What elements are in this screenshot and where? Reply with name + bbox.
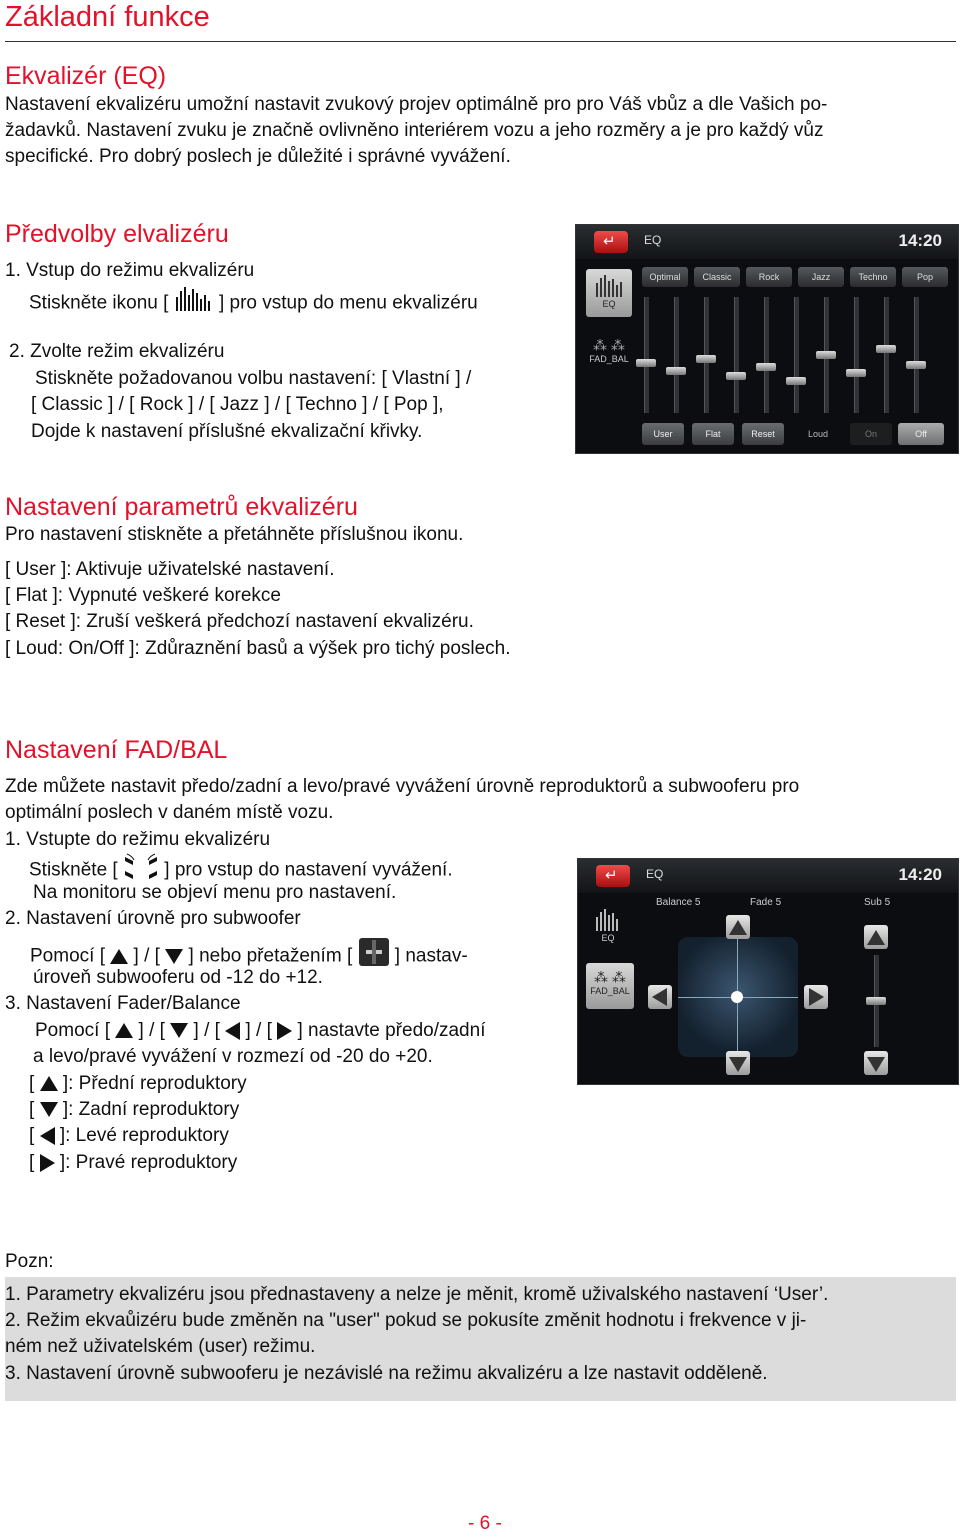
eq-icon [174, 287, 214, 320]
notes-label: Pozn: [5, 1251, 54, 1272]
back-icon[interactable] [596, 865, 630, 887]
reset-button[interactable]: Reset [742, 423, 784, 445]
fad-intro-1: Zde můžete nastavit předo/zadní a levo/pravé vyvážení úrovně reproduktorů a subwooferu pro [5, 776, 800, 797]
left-button[interactable] [648, 985, 672, 1009]
loud-on-button[interactable]: On [850, 423, 892, 445]
preset-pop[interactable]: Pop [902, 267, 948, 287]
slider-knob[interactable] [696, 355, 716, 363]
sub-down-button[interactable] [864, 1051, 888, 1075]
eq-tile-label: EQ [602, 299, 616, 309]
fad-step3: 3. Nastavení Fader/Balance [5, 993, 241, 1014]
sub-slider-knob[interactable] [866, 997, 886, 1005]
title-rule [5, 41, 956, 42]
eq-intro-3: specifické. Pro dobrý poslech je důležité i správné vyvážení. [5, 146, 511, 167]
eq-slider[interactable] [824, 297, 829, 413]
down-arrow-icon [165, 949, 183, 964]
slider-knob[interactable] [876, 345, 896, 353]
loud-label: Loud [808, 429, 829, 439]
sub-readout: Sub 5 [864, 897, 891, 908]
legend-rear: [ ]: Zadní reproduktory [29, 1099, 240, 1120]
fadbal-screen-title: EQ [646, 867, 664, 881]
left-arrow-icon [225, 1022, 240, 1040]
slider-knob[interactable] [786, 377, 806, 385]
presets-step2-line3: Dojde k nastavení příslušné ekvalizační křivky. [31, 421, 423, 442]
legend-right: [ ]: Pravé reproduktory [29, 1152, 238, 1173]
eq-tile-icon [594, 275, 624, 297]
eq-tile[interactable] [586, 269, 632, 317]
fade-readout: Fade 5 [750, 897, 782, 908]
preset-optimal[interactable]: Optimal [642, 267, 688, 287]
eq-tile[interactable] [588, 909, 628, 953]
up-arrow-icon [115, 1023, 133, 1038]
eq-slider[interactable] [704, 297, 709, 413]
page-number: - 6 - [468, 1513, 502, 1534]
eq-clock: 14:20 [898, 231, 942, 250]
up-arrow-icon [40, 1076, 58, 1091]
presets-step1: 1. Vstup do režimu ekvalizéru [5, 260, 255, 281]
fad-step1: 1. Vstupte do režimu ekvalizéru [5, 829, 271, 850]
back-icon[interactable] [594, 231, 628, 253]
speaker-icon: ⁂ ⁂ [594, 969, 626, 985]
flat-button[interactable]: Flat [692, 423, 734, 445]
loud-off-button[interactable]: Off [898, 423, 944, 445]
eq-tile-label: EQ [601, 933, 615, 943]
down-arrow-icon [867, 1057, 885, 1072]
note-1: 1. Parametry ekvalizéru jsou přednastaveny a nelze je měnit, kromě uživalského nastavení ‘User’. [5, 1284, 829, 1305]
down-button[interactable] [726, 1051, 750, 1075]
params-line-3: [ Flat ]: Vypnuté veškeré korekce [5, 585, 281, 606]
fadbal-screenshot [577, 858, 959, 1085]
down-arrow-icon [170, 1023, 188, 1038]
fad-heading: Nastavení FAD/BAL [5, 736, 228, 764]
right-arrow-icon [40, 1154, 55, 1172]
note-2-cont: ném než uživatelském (user) režimu. [5, 1336, 316, 1357]
fadbal-clock: 14:20 [898, 865, 942, 884]
sub-up-button[interactable] [864, 925, 888, 949]
balance-point[interactable] [731, 991, 743, 1003]
fad-step1-line2: Na monitoru se objeví menu pro nastavení. [33, 882, 397, 903]
eq-slider[interactable] [734, 297, 739, 413]
slider-knob[interactable] [636, 359, 656, 367]
balance-readout: Balance 5 [656, 897, 701, 908]
slider-knob[interactable] [756, 363, 776, 371]
left-arrow-icon [40, 1127, 55, 1145]
presets-step2-line1: Stiskněte požadovanou volbu nastavení: [ Vlastní ] / [35, 368, 472, 389]
eq-slider[interactable] [764, 297, 769, 413]
fad-step1-detail: Stiskněte [ ] pro vstup do nastavení vyvážení. [29, 853, 453, 888]
eq-intro-1: Nastavení ekvalizéru umožní nastavit zvukový projev optimálně pro pro Váš vbůz a dle Vašich po- [5, 94, 828, 115]
params-line-4: [ Reset ]: Zruší veškerá předchozí nastavení ekvalizéru. [5, 611, 474, 632]
left-arrow-icon [652, 988, 667, 1006]
sub-slider[interactable] [874, 955, 879, 1047]
up-button[interactable] [726, 915, 750, 939]
params-line-1: Pro nastavení stiskněte a přetáhněte příslušnou ikonu. [5, 524, 464, 545]
slider-knob[interactable] [846, 369, 866, 377]
note-2: 2. Režim ekvaůizéru bude změněn na "user" pokud se pokusíte změnit hodnotu i frekvence v ji- [5, 1310, 807, 1331]
up-arrow-icon [867, 930, 885, 945]
presets-step2-line2: [ Classic ] / [ Rock ] / [ Jazz ] / [ Techno ] / [ Pop ], [31, 394, 444, 415]
user-button[interactable]: User [642, 423, 684, 445]
fad-intro-2: optimální poslech v daném místě vozu. [5, 802, 334, 823]
eq-slider[interactable] [914, 297, 919, 413]
slider-knob[interactable] [906, 361, 926, 369]
eq-intro-2: žadavků. Nastavení zvuku je značně ovlivněno interiérem vozu a jeho rozměry a je pro každý vůz [5, 120, 824, 141]
fad-step2-detail: Pomocí [ ] / [ ] nebo přetažením [ ] nastav- [30, 937, 468, 976]
preset-rock[interactable]: Rock [746, 267, 792, 287]
eq-slider[interactable] [644, 297, 649, 413]
fad-step2-line2: úroveň subwooferu od -12 do +12. [33, 967, 323, 988]
up-arrow-icon [729, 920, 747, 935]
fad-step2: 2. Nastavení úrovně pro subwoofer [5, 908, 301, 929]
eq-heading: Ekvalizér (EQ) [5, 62, 167, 90]
eq-screen-title: EQ [644, 233, 662, 247]
preset-jazz[interactable]: Jazz [798, 267, 844, 287]
eq-slider[interactable] [884, 297, 889, 413]
speaker-icon: ⁂ ⁂ [593, 337, 625, 353]
eq-slider[interactable] [794, 297, 799, 413]
fad-step3-line2: a levo/pravé vyvážení v rozmezí od -20 do +20. [33, 1046, 433, 1067]
down-arrow-icon [40, 1102, 58, 1117]
params-line-5: [ Loud: On/Off ]: Zdůraznění basů a výšek pro tichý poslech. [5, 638, 511, 659]
fadbal-tile[interactable] [586, 337, 632, 377]
presets-heading: Předvolby elvalizéru [5, 220, 229, 248]
presets-step1-detail: Stiskněte ikonu [ ] pro vstup do menu ekvalizéru [29, 287, 478, 320]
right-button[interactable] [804, 985, 828, 1009]
slider-knob[interactable] [666, 367, 686, 375]
presets-step2: 2. Zvolte režim ekvalizéru [9, 341, 225, 362]
eq-screenshot [575, 224, 959, 454]
fad-step3-detail: Pomocí [ ] / [ ] / [ ] / [ ] nastavte předo/zadní [35, 1020, 486, 1041]
fadbal-tile-label: FAD_BAL [590, 986, 630, 996]
fadbal-tile-label: FAD_BAL [589, 354, 629, 364]
legend-left: [ ]: Levé reproduktory [29, 1125, 229, 1146]
page-title: Základní funkce [5, 1, 210, 33]
note-3: 3. Nastavení úrovně subwooferu je nezávislé na režimu akvalizéru a lze nastavit odděleně. [5, 1363, 768, 1384]
eq-tile-icon [594, 909, 622, 931]
right-arrow-icon [277, 1022, 292, 1040]
eq-slider[interactable] [854, 297, 859, 413]
down-arrow-icon [729, 1057, 747, 1072]
up-arrow-icon [110, 949, 128, 964]
right-arrow-icon [809, 988, 824, 1006]
params-line-2: [ User ]: Aktivuje uživatelské nastavení. [5, 559, 335, 580]
eq-slider[interactable] [674, 297, 679, 413]
slider-knob[interactable] [726, 372, 746, 380]
preset-classic[interactable]: Classic [694, 267, 740, 287]
preset-techno[interactable]: Techno [850, 267, 896, 287]
params-heading: Nastavení parametrů ekvalizéru [5, 493, 358, 521]
slider-knob[interactable] [816, 351, 836, 359]
fadbal-tile[interactable] [586, 963, 634, 1009]
legend-front: [ ]: Přední reproduktory [29, 1073, 247, 1094]
drag-handle-icon [358, 937, 390, 976]
